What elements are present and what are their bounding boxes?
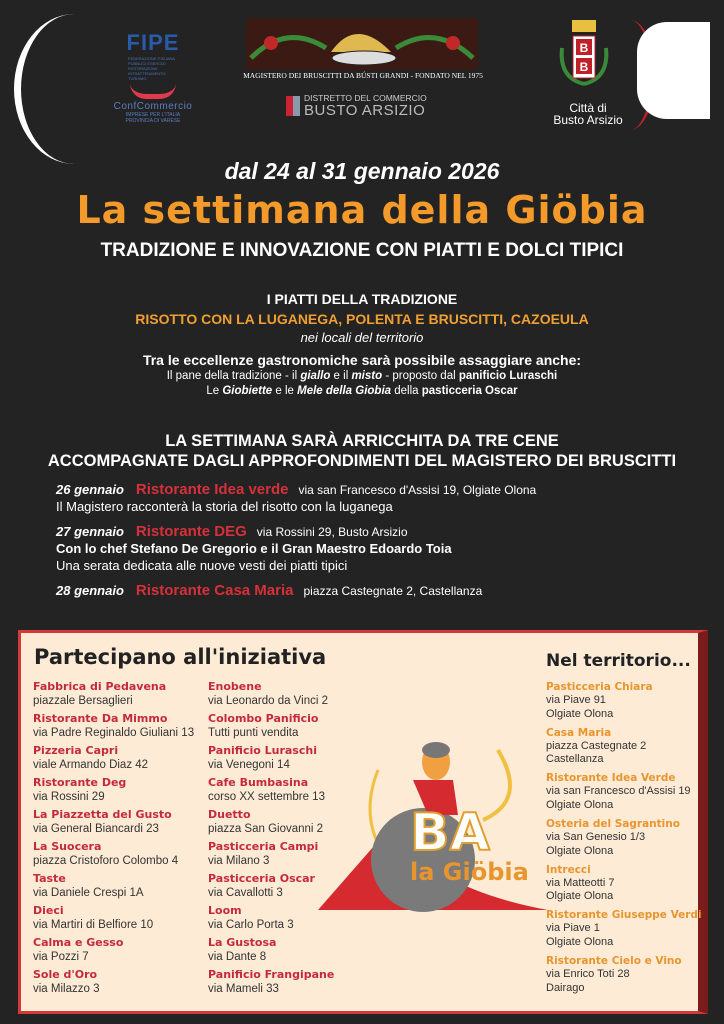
item-town: Castellanza	[546, 753, 604, 766]
t: - proposto dal	[382, 370, 459, 382]
event-date: 26 gennaio	[56, 482, 124, 497]
list-item	[33, 904, 194, 936]
event-note: Il Magistero racconterà la storia del risotto con la luganega	[56, 499, 393, 514]
cene-heading-2: ACCOMPAGNATE DAGLI APPROFONDIMENTI DEL MAGISTERO DEI BRUSCITTI	[47, 452, 677, 470]
t: giallo	[300, 370, 331, 382]
item-address: via Milano 3	[208, 855, 270, 867]
item-name: La Suocera	[33, 840, 102, 853]
item-name: Taste	[33, 872, 66, 885]
participants-title: Partecipano all'iniziativa	[34, 645, 327, 669]
item-address: via Rossini 29	[33, 791, 105, 803]
item-name: Pizzeria Capri	[33, 744, 119, 757]
item-address: Tutti punti vendita	[208, 727, 299, 739]
item-name: La Piazzetta del Gusto	[33, 808, 172, 821]
item-address: via Piave 1	[546, 922, 600, 935]
item-name: Sole d'Oro	[33, 968, 98, 981]
event-address: via san Francesco d'Assisi 19, Olgiate Olona	[298, 483, 537, 497]
city-crest-icon	[554, 18, 614, 98]
fipe-line: INTRATTENIMENTO	[128, 71, 166, 76]
list-item	[33, 712, 194, 744]
item-town: Dairago	[546, 981, 585, 994]
item-town: Olgiate Olona	[546, 707, 614, 720]
eccellenze-text: Tra le eccellenze gastronomiche sarà possibile assaggiare anche:	[142, 352, 582, 368]
t: Il pane della tradizione - il	[166, 370, 301, 382]
item-name: La Gustosa	[208, 936, 277, 949]
list-item	[208, 712, 334, 744]
pane-text	[0, 370, 724, 382]
event-note: Una serata dedicata alle nuove vesti dei piatti tipici	[56, 558, 348, 573]
item-name: Osteria del Sagrantino	[546, 818, 680, 831]
list-item	[33, 936, 194, 968]
item-name: Loom	[208, 904, 242, 917]
item-address: via Milazzo 3	[33, 983, 100, 995]
list-item	[208, 936, 334, 968]
item-address: via Piave 91	[546, 694, 606, 706]
item-address: piazza Castegnate 2	[546, 739, 647, 752]
event-dates: dal 24 al 31 gennaio 2026	[224, 158, 500, 184]
list-item	[546, 680, 702, 726]
list-item	[208, 904, 334, 936]
item-town: Olgiate Olona	[546, 935, 614, 948]
item-name: Panificio Frangipane	[208, 968, 335, 981]
magistero-logo-illustration	[246, 18, 478, 70]
piatti-list: RISOTTO CON LA LUGANEGA, POLENTA E BRUSCITTI, CAZOEULA	[135, 311, 589, 327]
ba-la-giobia-logo	[318, 720, 548, 920]
item-address: via Martiri di Belfiore 10	[33, 919, 154, 931]
item-address: piazza Cristoforo Colombo 4	[33, 855, 179, 867]
item-address: via Carlo Porta 3	[208, 919, 294, 931]
participants-column-1	[33, 680, 194, 1000]
list-item	[33, 744, 194, 776]
item-address: via Venegoni 14	[208, 759, 290, 771]
cene-heading-1: LA SETTIMANA SARÀ ARRICCHITA DA TRE CENE	[165, 432, 559, 450]
item-name: Pasticceria Oscar	[208, 872, 315, 885]
t: Le	[206, 385, 223, 397]
item-name: Cafe Bumbasina	[208, 776, 309, 789]
t: e le	[272, 385, 298, 397]
list-item	[546, 954, 702, 1000]
item-address: via San Genesio 1/3	[546, 831, 646, 844]
list-item	[208, 680, 334, 712]
list-item	[546, 863, 702, 909]
list-item	[33, 776, 194, 808]
item-name: Colombo Panificio	[208, 712, 319, 725]
citta-logo-text	[548, 102, 628, 126]
confcommercio-label: ConfCommercio	[113, 101, 193, 112]
fipe-logo	[108, 30, 198, 124]
distretto-line2: BUSTO ARSIZIO	[304, 102, 426, 119]
page-subtitle: TRADIZIONE E INNOVAZIONE CON PIATTI E DOLCI TIPICI	[100, 240, 624, 261]
item-town: Olgiate Olona	[546, 890, 614, 903]
provincia-label: PROVINCIA DI VARESE	[125, 118, 181, 124]
item-name: Pasticceria Campi	[208, 840, 319, 853]
item-address: via Dante 8	[208, 951, 267, 963]
t: Mele della Giobia	[297, 385, 392, 397]
item-address: via Padre Reginaldo Giuliani 13	[33, 727, 195, 739]
participants-column-2	[208, 680, 334, 1000]
item-town: Olgiate Olona	[546, 798, 614, 811]
item-name: Ristorante Giuseppe Verdi	[546, 909, 702, 922]
list-item	[546, 817, 702, 863]
item-address: corso XX settembre 13	[208, 791, 325, 803]
item-name: Panificio Luraschi	[208, 744, 317, 757]
polenta-pan-icon	[246, 18, 478, 70]
item-address: via Pozzi 7	[33, 951, 89, 963]
t: Giobiette	[222, 385, 273, 397]
item-name: Intrecci	[546, 863, 591, 876]
distretto-icon	[286, 96, 300, 116]
item-name: Casa Maria	[546, 726, 612, 739]
item-name: Ristorante Idea Verde	[546, 772, 676, 785]
list-item	[208, 744, 334, 776]
citta-line1: Città di	[569, 101, 607, 115]
list-item	[33, 872, 194, 904]
item-address: piazzale Bersaglieri	[33, 695, 133, 707]
event-note-bold: Con lo chef Stefano De Gregorio e il Gran Maestro Edoardo Toia	[56, 541, 452, 556]
item-name: Pasticceria Chiara	[546, 681, 653, 693]
dolci-text	[0, 385, 724, 397]
list-item	[546, 908, 702, 954]
t: e il	[330, 370, 352, 382]
fipe-line: FEDERAZIONE ITALIANA	[128, 56, 176, 61]
t: panificio Luraschi	[458, 370, 558, 382]
fipe-name: FIPE	[126, 30, 180, 55]
t: misto	[351, 370, 383, 382]
item-address: piazza San Giovanni 2	[208, 823, 324, 835]
item-address: via Leonardo da Vinci 2	[208, 695, 328, 707]
fipe-line: RISTORAZIONE	[128, 66, 158, 71]
event-row	[56, 481, 536, 498]
event-date: 27 gennaio	[56, 524, 124, 539]
list-item	[33, 808, 194, 840]
list-item	[208, 872, 334, 904]
fipe-line: PUBBLICI ESERCIZI	[128, 61, 166, 66]
item-name: Ristorante Deg	[33, 776, 127, 789]
crest-letter: B	[579, 41, 589, 55]
citta-line2: Busto Arsizio	[553, 113, 623, 127]
item-town: Olgiate Olona	[546, 844, 614, 857]
list-item	[208, 840, 334, 872]
event-restaurant: Ristorante Casa Maria	[135, 582, 294, 599]
event-restaurant: Ristorante DEG	[135, 523, 247, 540]
territorio-title: Nel territorio...	[546, 651, 691, 671]
item-name: Duetto	[208, 808, 251, 821]
decorative-white-box	[637, 22, 710, 119]
event-restaurant: Ristorante Idea verde	[135, 481, 289, 498]
item-name: Ristorante Da Mimmo	[33, 712, 168, 725]
list-item	[33, 968, 194, 1000]
item-address: via san Francesco d'Assisi 19	[546, 785, 691, 798]
fipe-smile-icon	[130, 83, 176, 99]
item-address: via Cavallotti 3	[208, 887, 283, 899]
crest-letter: B	[579, 60, 589, 74]
event-date: 28 gennaio	[56, 583, 124, 598]
list-item	[208, 776, 334, 808]
list-item	[33, 680, 194, 712]
list-item	[208, 968, 334, 1000]
distretto-line1: DISTRETTO DEL COMMERCIO	[304, 93, 427, 103]
fipe-line: TURISMO	[128, 76, 147, 81]
list-item	[546, 726, 702, 772]
item-address: viale Armando Diaz 42	[33, 759, 149, 771]
item-address: via Enrico Toti 28	[546, 968, 630, 981]
t: pasticceria Oscar	[421, 385, 518, 397]
piatti-where: nei locali del territorio	[300, 330, 424, 345]
t: della	[391, 385, 422, 397]
territorio-column	[546, 680, 702, 1000]
distretto-logo	[286, 94, 427, 118]
item-address: via Mameli 33	[208, 983, 279, 995]
item-address: via Daniele Crespi 1A	[33, 887, 144, 899]
item-name: Calma e Gesso	[33, 936, 124, 949]
event-address: piazza Castegnate 2, Castellanza	[303, 584, 483, 598]
logo-ba-text: BA	[410, 803, 490, 863]
item-name: Dieci	[33, 904, 64, 917]
page-title: La settimana della Giöbia	[76, 188, 648, 232]
imprese-label: IMPRESE PER L'ITALIA	[125, 112, 181, 118]
piatti-heading: I PIATTI DELLA TRADIZIONE	[266, 291, 458, 307]
list-item	[208, 808, 334, 840]
item-name: Enobene	[208, 680, 262, 693]
logo-giobia-text: la Giöbia	[410, 858, 529, 886]
list-item	[33, 840, 194, 872]
magistero-caption: MAGISTERO DEI BRUSCITTI DA BÚSTI GRANDI - FONDATO NEL 1975	[243, 71, 483, 80]
item-name: Ristorante Cielo e Vino	[546, 955, 682, 968]
item-address: via Matteotti 7	[546, 876, 615, 889]
item-address: via General Biancardi 23	[33, 823, 159, 835]
fipe-small-text	[108, 56, 198, 81]
event-row	[56, 582, 482, 599]
event-row	[56, 523, 408, 540]
item-name: Fabbrica di Pedavena	[33, 680, 167, 693]
list-item	[546, 771, 702, 817]
event-address: via Rossini 29, Busto Arsizio	[256, 525, 408, 539]
